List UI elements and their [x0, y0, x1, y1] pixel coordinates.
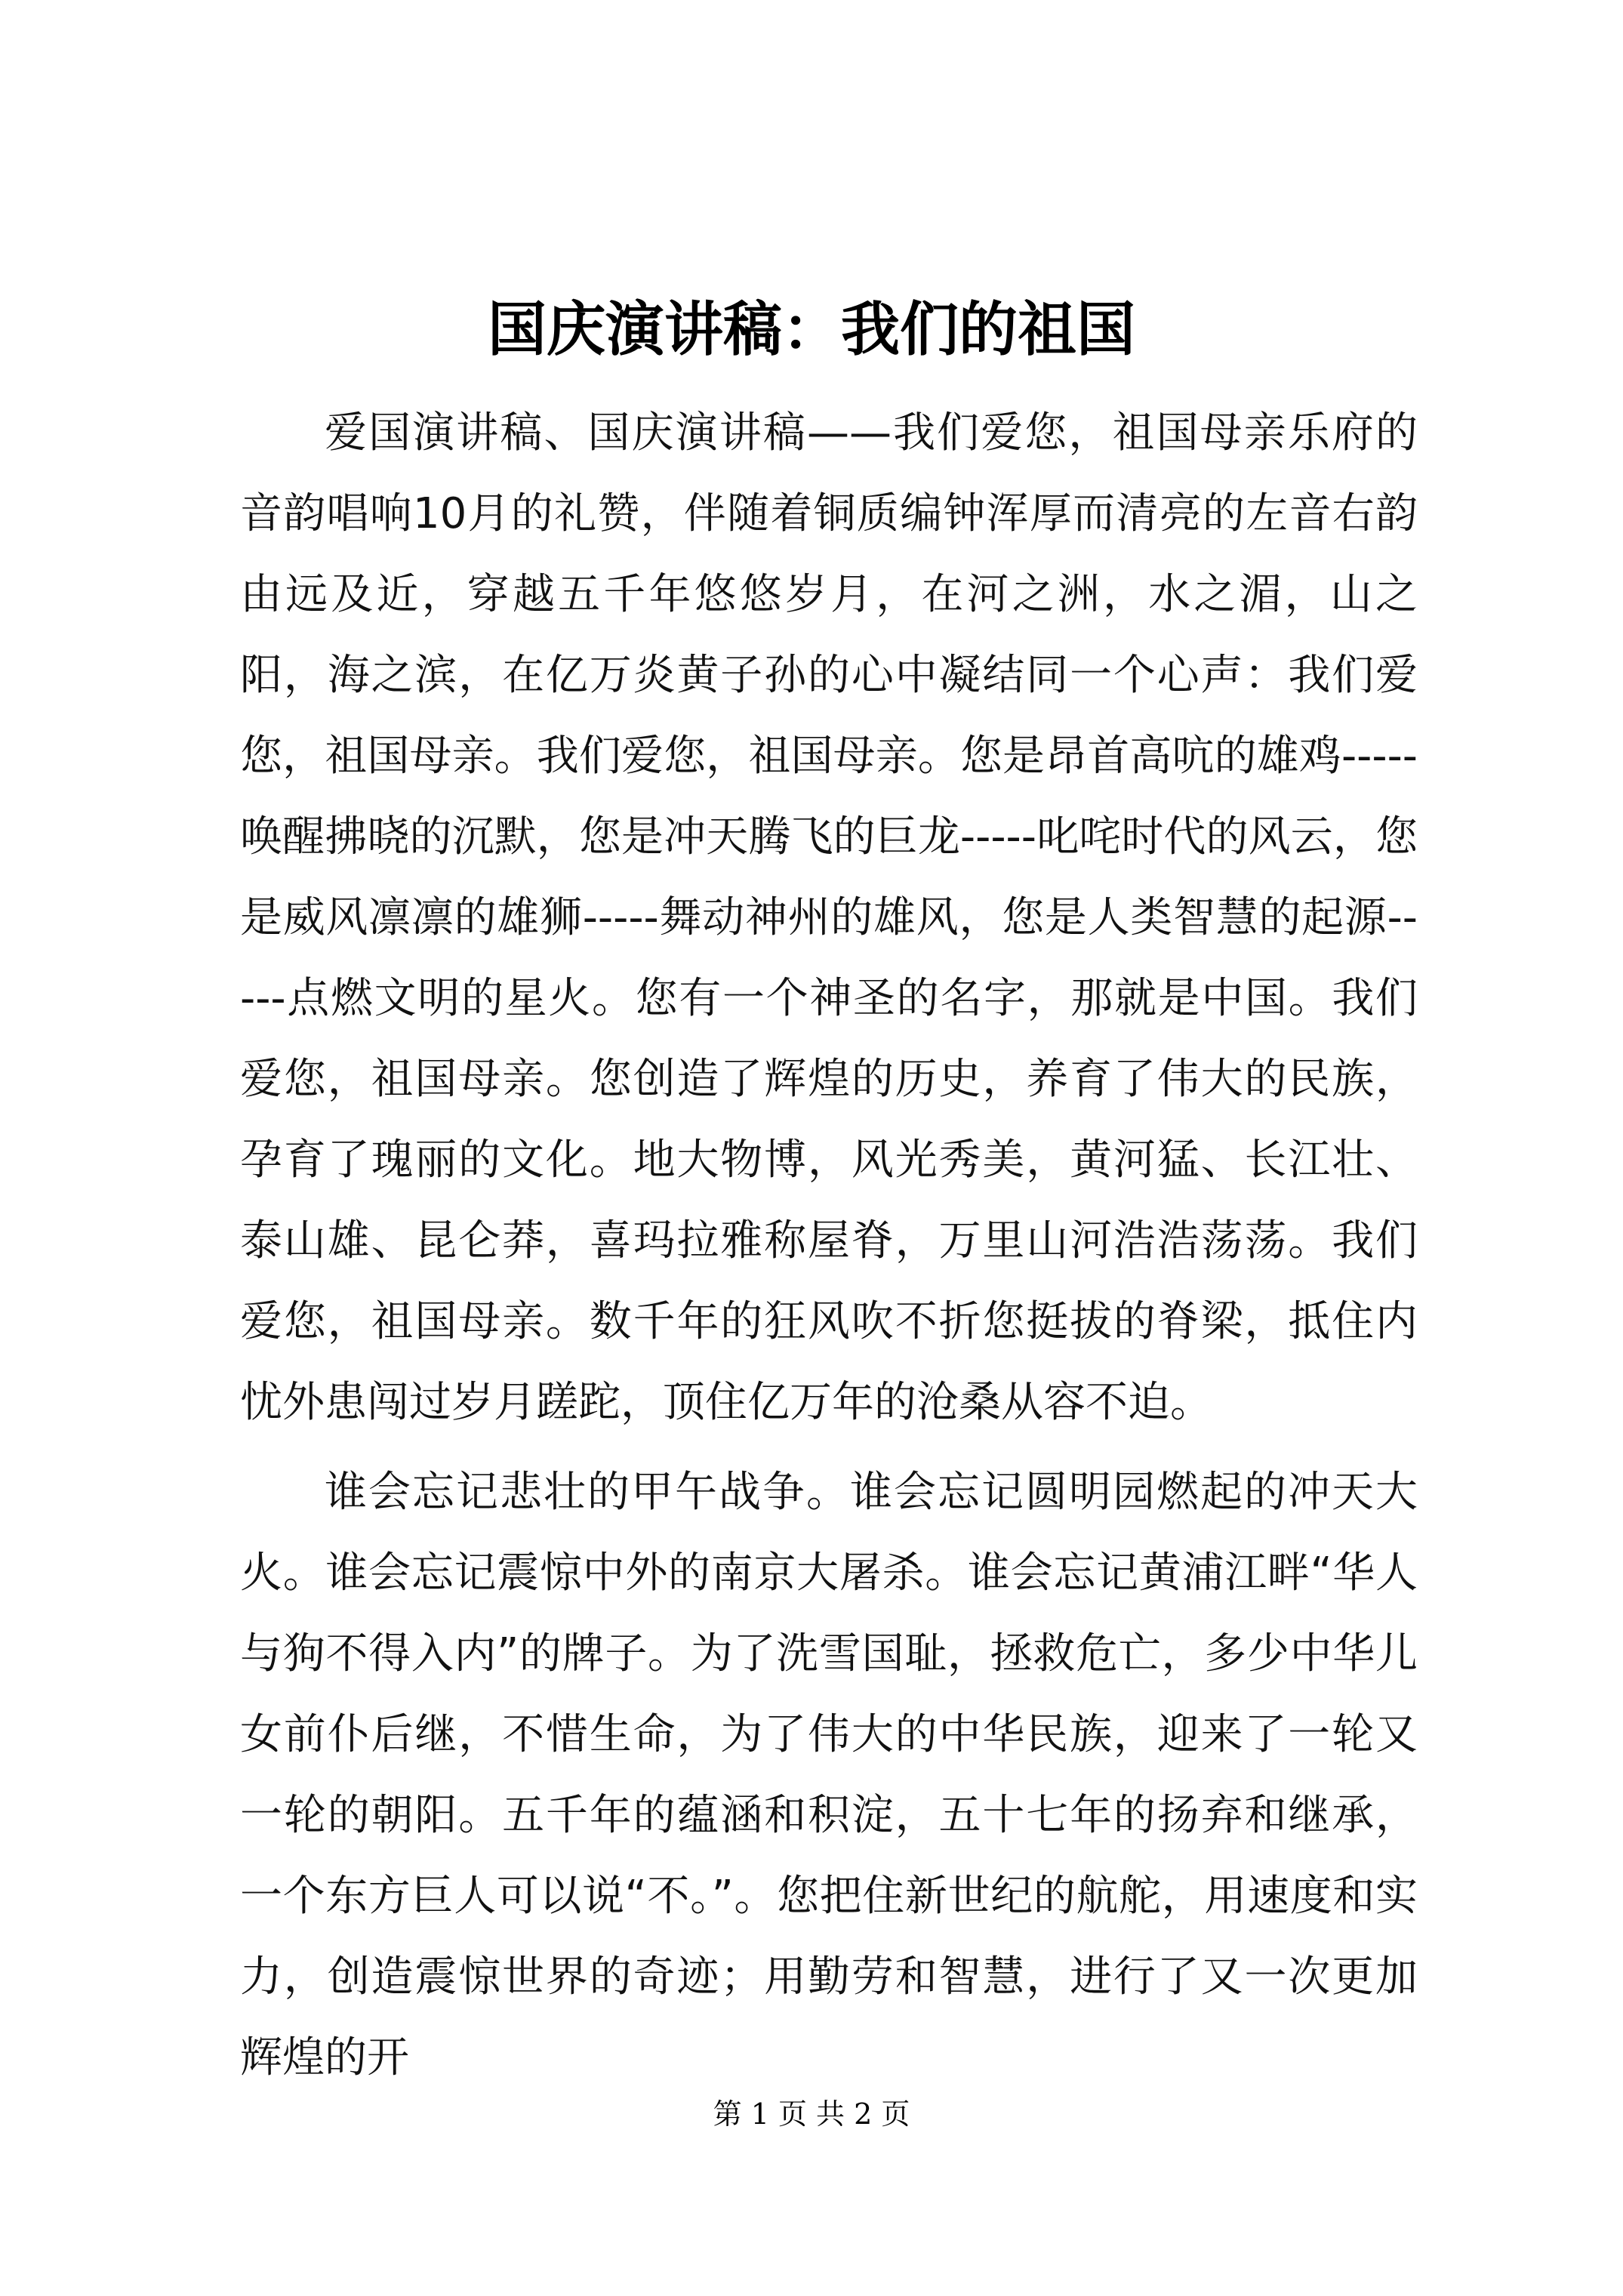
- paragraph-2: 谁会忘记悲壮的甲午战争。谁会忘记圆明园燃起的冲天大火。谁会忘记震惊中外的南京大屠杀。谁会忘记黄浦江畔“华人与狗不得入内”的牌子。为了洗雪国耻，拯救危亡，多少中华儿女前仆后继，不惜生命，为了伟大的中华民族，迎来了一轮又一轮的朝阳。五千年的蕴涵和积淀，五十七年的扬弃和继承，一个东方巨人可以说“不。”。您把住新世纪的航舵，用速度和实力，创造震惊世界的奇迹；用勤劳和智慧，进行了又一次更加辉煌的开: [240, 1468, 1418, 2082]
- document-title: 国庆演讲稿：我们的祖国: [487, 295, 1135, 364]
- document-body: [240, 393, 1418, 2098]
- page-footer: 第 1 页 共 2 页: [713, 2097, 910, 2131]
- paragraph-1: 爱国演讲稿、国庆演讲稿——我们爱您，祖国母亲乐府的音韵唱响10月的礼赞，伴随着铜质编钟浑厚而清亮的左音右韵由远及近，穿越五千年悠悠岁月，在河之洲，水之湄，山之阳，海之滨，在亿万炎黄子孙的心中凝结同一个心声：我们爱您，祖国母亲。我们爱您，祖国母亲。您是昂首高吭的雄鸡-----唤醒拂晓的沉默，您是冲天腾飞的巨龙-----叱咤时代的风云，您是威风凛凛的雄狮-----舞动神州的雄风，您是人类智慧的起源-----点燃文明的星火。您有一个神圣的名字，那就是中国。我们爱您，祖国母亲。您创造了辉煌的历史，养育了伟大的民族，孕育了瑰丽的文化。地大物博，风光秀美，黄河猛、长江壮、泰山雄、昆仑莽，喜玛拉雅称屋脊，万里山河浩浩荡荡。我们爱您，祖国母亲。数千年的狂风吹不折您挺拔的脊梁，抵住内忧外患闯过岁月蹉跎，顶住亿万年的沧桑从容不迫。: [240, 408, 1418, 1427]
